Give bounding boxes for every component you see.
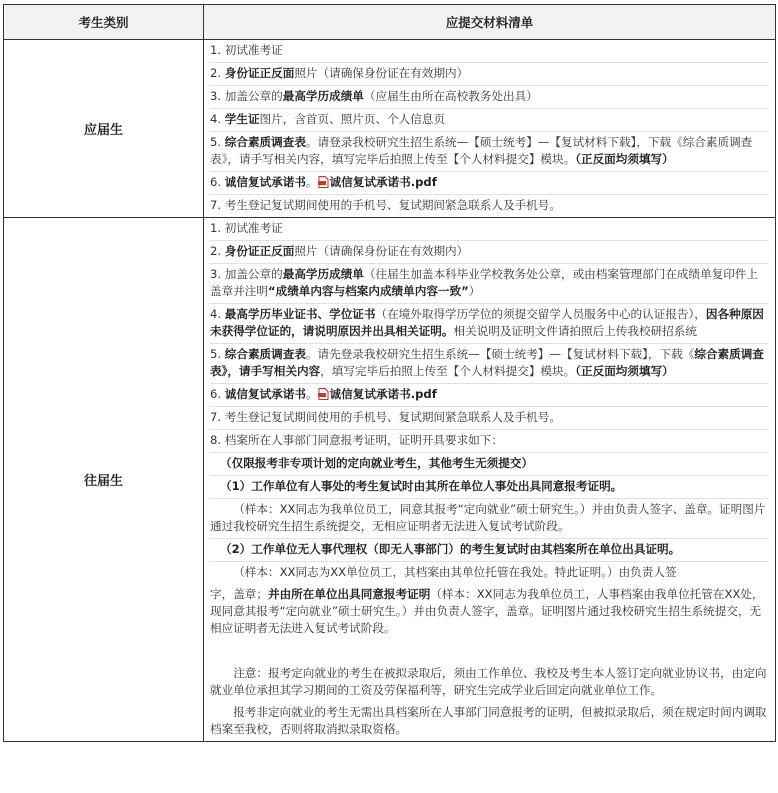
- header-materials: 应提交材料清单: [204, 5, 776, 40]
- list-item: 3. 加盖公章的最高学历成绩单（往届生加盖本科毕业学校教务处公章，或由档案管理部门在成绩单复印件上盖章并注明“成绩单内容与档案内成绩单内容一致”）: [210, 263, 769, 303]
- category-past: 往届生: [4, 218, 204, 742]
- list-item: （2）工作单位无人事代理权（即无人事部门）的考生复试时由其档案所在单位出具证明。: [210, 538, 769, 561]
- note-paragraph: 报考非定向就业的考生无需出具档案所在人事部门同意报考的证明，但被拟录取后，须在规定时间内调取档案至我校，否则将取消拟录取资格。: [210, 705, 767, 736]
- list-item: 5. 综合素质调查表。请登录我校研究生招生系统—【硕士统考】—【复试材料下载】，下载《综合素质调查表》，请手写相关内容，填写完毕后拍照上传至【个人材料提交】模块。（正反面均须填写）: [210, 131, 769, 171]
- list-item: 8. 档案所在人事部门同意报考证明，证明开具要求如下：: [210, 429, 769, 452]
- list-item: （样本：XX同志为我单位员工，同意其报考“定向就业”硕士研究生。）并由负责人签字、盖章。证明图片通过我校研究生招生系统提交，无相应证明者无法进入复试考试阶段。: [210, 498, 769, 538]
- list-item: 7. 考生登记复试期间使用的手机号、复试期间紧急联系人及手机号。: [210, 194, 769, 217]
- materials-table: [3, 4, 776, 742]
- spacer: [210, 640, 769, 663]
- list-item: 4. 学生证图片，含首页、照片页、个人信息页: [210, 108, 769, 131]
- list-item: 1. 初试准考证: [210, 221, 283, 235]
- list-item: 7. 考生登记复试期间使用的手机号、复试期间紧急联系人及手机号。: [210, 406, 769, 429]
- list-item: 5. 综合素质调查表。请先登录我校研究生招生系统—【硕士统考】—【复试材料下载】，下载《综合素质调查表》，请手写相关内容，填写完毕后拍照上传至【个人材料提交】模块。（正反面均须填写）: [210, 343, 769, 383]
- header-category: 考生类别: [4, 5, 204, 40]
- list-item: （样本：XX同志为XX单位员工，其档案由其单位托管在我处。特此证明。）由负责人签: [210, 561, 769, 584]
- note-paragraph: 注意：报考定向就业的考生在被拟录取后，须由工作单位、我校及考生本人签订定向就业协议书，由定向就业单位承担其学习期间的工资及劳保福利等，研究生完成学业后回定向就业单位工作。: [210, 666, 767, 697]
- list-item: （仅限报考非专项计划的定向就业考生，其他考生无须提交）: [210, 452, 769, 475]
- list-item: 6. 诚信复试承诺书。 诚信复试承诺书.pdf: [210, 171, 769, 194]
- list-item: 3. 加盖公章的最高学历成绩单（应届生由所在高校教务处出具）: [210, 85, 769, 108]
- list-item: 2. 身份证正反面照片（请确保身份证在有效期内）: [210, 62, 769, 85]
- list-item: 6. 诚信复试承诺书。 诚信复试承诺书.pdf: [210, 383, 769, 406]
- pdf-file-icon: [318, 176, 329, 188]
- pdf-file-icon: [318, 388, 329, 400]
- table-header-row: [4, 5, 776, 40]
- list-item: （1）工作单位有人事处的考生复试时由其所在单位人事处出具同意报考证明。: [210, 475, 769, 498]
- list-item: 4. 最高学历毕业证书、学位证书（在境外取得学历学位的须提交留学人员服务中心的认证报告），因各种原因未获得学位证的，请说明原因并出具相关证明。相关说明及证明文件请拍照后上传我校研招系统: [210, 303, 769, 343]
- materials-fresh: [204, 40, 776, 218]
- category-fresh: 应届生: [4, 40, 204, 218]
- table-row-past: [4, 218, 776, 742]
- table-row-fresh: [4, 40, 776, 218]
- materials-past: [204, 218, 776, 742]
- list-item: 1. 初试准考证: [210, 43, 283, 57]
- list-item: 2. 身份证正反面照片（请确保身份证在有效期内）: [210, 240, 769, 263]
- list-item: 字，盖章；并由所在单位出具同意报考证明（样本：XX同志为我单位员工，人事档案由我单位托管在XX处，现同意其报考“定向就业”硕士研究生。）并由负责人签字，盖章。证明图片通过我校研究生招生系统提交，无相应证明者无法进入复试考试阶段。: [210, 587, 764, 635]
